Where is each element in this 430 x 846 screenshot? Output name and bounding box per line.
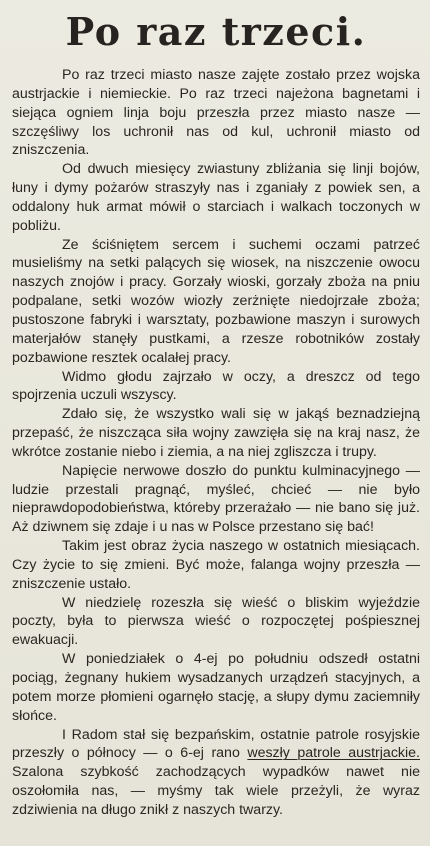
article-paragraph-7: Takim jest obraz życia naszego w ostatnich miesiącach. Czy życie to się zmieni. Być może, falanga wojny przeszła — zniszczenie ustało.	[12, 538, 420, 592]
article-paragraph-2: Od dwuch miesięcy zwiastuny zbliżania się linji bojów, łuny i dymy pożarów straszyły nas i zganiały z powiek sen, a oddalony huk armat mówił o starciach i walkach toczonych w pobliżu.	[12, 161, 420, 234]
article-body	[12, 66, 420, 820]
article-paragraph-1: Po raz trzeci miasto nasze zajęte zostało przez wojska austrjackie i niemieckie. Po raz trzeci najeżona bagnetami i siejąca ogniem linja boju przeszła przez miasto nasze — szczęśliwy los uchronił nas od kul, uchronił miasto od zniszczenia.	[12, 67, 420, 159]
underlined-phrase: weszły patrole austrjackie.	[247, 745, 420, 762]
article-title: Po raz trzeci.	[65, 9, 367, 54]
article-paragraph-3: Ze ściśniętem sercem i suchemi oczami patrzeć musieliśmy na setki palących się wiosek, na niszczenie owocu naszych znojów i pracy. Gorzały wioski, gorzały zboża na pniu podpalane, setki wozów wiozły zerżnięte niedojrzałe zboża; pustoszone fabryki i warsztaty, pozbawione maszyn i surowych materjałów stanęły pustkami, a rzesze robotników zostały pozbawione resztek ocalałej pracy.	[12, 236, 420, 366]
article-paragraph-6: Napięcie nerwowe doszło do punktu kulminacyjnego — ludzie przestali pragnąć, myśleć, chcieć — nie było nieprawdopodobieństwa, któreby przerażało — nie bano się już. Aż dziwnem się zdaje i u nas w Polsce przestano się bać!	[12, 462, 420, 536]
article-paragraph-5: Zdało się, że wszystko wali się w jakąś beznadziejną przepaść, że niszcząca siła wojny zawzięła się na kraj nasz, że wkrótce zostanie niebo i ziemia, a na niej zgliszcza i trupy.	[12, 406, 420, 460]
article-paragraph-10	[12, 726, 420, 820]
article-paragraph-8: W niedzielę rozeszła się wieść o bliskim wyjeździe poczty, była to pierwsza wieść o rozpoczętej pośpiesznej ewakuacji.	[12, 594, 420, 649]
article-paragraph-4: Widmo głodu zajrzało w oczy, a dreszcz od tego spojrzenia uczuli wszyscy.	[12, 368, 420, 404]
article-paragraph-9: W poniedziałek o 4-ej po południu odszedł ostatni pociąg, żegnany hukiem wysadzanych urządzeń stacyjnych, a potem morze płomieni ogarnęło stację, a słupy dymu zaciemniły słońce.	[12, 651, 420, 724]
last-paragraph-end: Szalona szybkość zachodzących wypadków nawet nie oszołomiła nas, — myśmy tak wiele przeżyli, że wyraz zdziwienia na długo znikł z naszych twarzy.	[12, 764, 420, 818]
last-paragraph-start: I Radom stał się bezpańskim, ostatnie patrole rosyjskie przeszły o północy — o 6-ej rano	[12, 726, 420, 762]
